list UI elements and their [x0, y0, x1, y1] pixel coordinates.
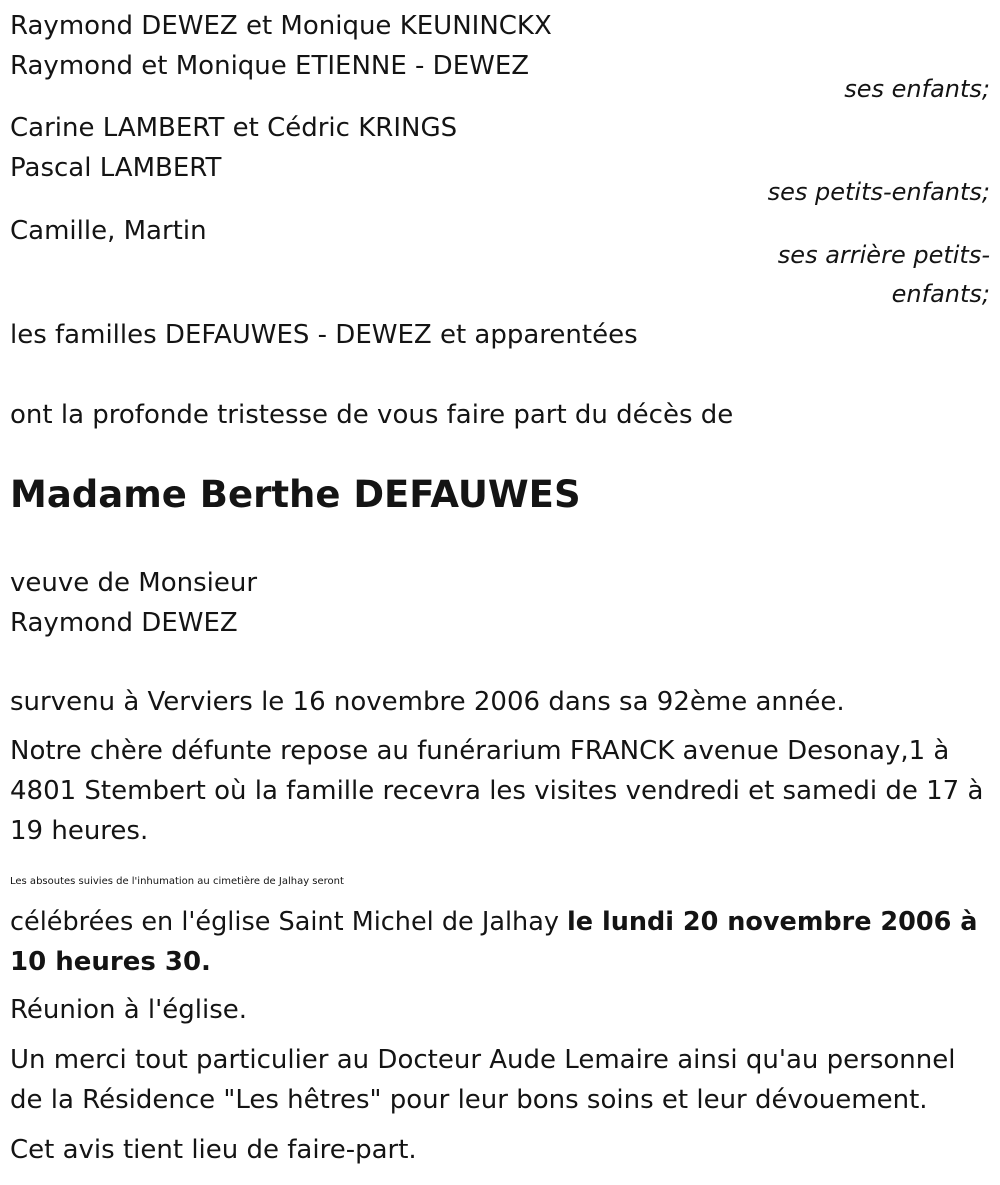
thanks-line-1: Un merci tout particulier au Docteur Aude Lemaire ainsi qu'au personnel — [10, 1045, 956, 1075]
ceremony-line-2 — [10, 902, 977, 942]
great-grandchildren-role-label-1: ses arrière petits- — [777, 241, 990, 269]
announcement-line: ont la profonde tristesse de vous faire part du décès de — [10, 400, 734, 430]
meeting-line: Réunion à l'église. — [10, 995, 248, 1025]
great-grandchild-line-1: Camille, Martin — [10, 216, 207, 246]
widow-of-line-1: veuve de Monsieur — [10, 568, 258, 598]
grandchildren-role-label: ses petits-enfants; — [767, 178, 990, 206]
grandchild-line-1: Carine LAMBERT et Cédric KRINGS — [10, 113, 458, 143]
child-line-2: Raymond et Monique ETIENNE - DEWEZ — [10, 51, 530, 81]
notice-line: Cet avis tient lieu de faire-part. — [10, 1135, 417, 1165]
ceremony-time: 10 heures 30. — [10, 947, 211, 977]
widow-of — [10, 563, 257, 643]
child-line-1: Raymond DEWEZ et Monique KEUNINCKX — [10, 11, 552, 41]
funeral-home-line-3: 19 heures. — [10, 816, 149, 846]
children-role-label: ses enfants; — [844, 75, 990, 103]
thanks-line-2: de la Résidence "Les hêtres" pour leur bons soins et leur dévouement. — [10, 1085, 928, 1115]
funeral-home-line-2: 4801 Stembert où la famille recevra les visites vendredi et samedi de 17 à — [10, 776, 984, 806]
ceremony-date: le lundi 20 novembre 2006 à — [567, 907, 978, 937]
funeral-home-line-1: Notre chère défunte repose au funérarium FRANCK avenue Desonay,1 à — [10, 736, 950, 766]
deceased-name: Madame Berthe DEFAUWES — [10, 473, 581, 516]
funeral-home-paragraph — [10, 731, 983, 851]
grandchild-line-2: Pascal LAMBERT — [10, 153, 222, 183]
ceremony-place: célébrées en l'église Saint Michel de Jalhay — [10, 907, 568, 937]
widow-of-line-2: Raymond DEWEZ — [10, 608, 238, 638]
ceremony-line-1: Les absoutes suivies de l'inhumation au cimetière de Jalhay seront — [10, 876, 344, 887]
families-line: les familles DEFAUWES - DEWEZ et apparentées — [10, 320, 638, 350]
ceremony-paragraph — [10, 862, 977, 982]
death-details: survenu à Verviers le 16 novembre 2006 dans sa 92ème année. — [10, 687, 845, 717]
thanks-paragraph — [10, 1040, 955, 1120]
ceremony-line-3 — [10, 942, 977, 982]
great-grandchildren-role-label-2: enfants; — [891, 280, 990, 308]
